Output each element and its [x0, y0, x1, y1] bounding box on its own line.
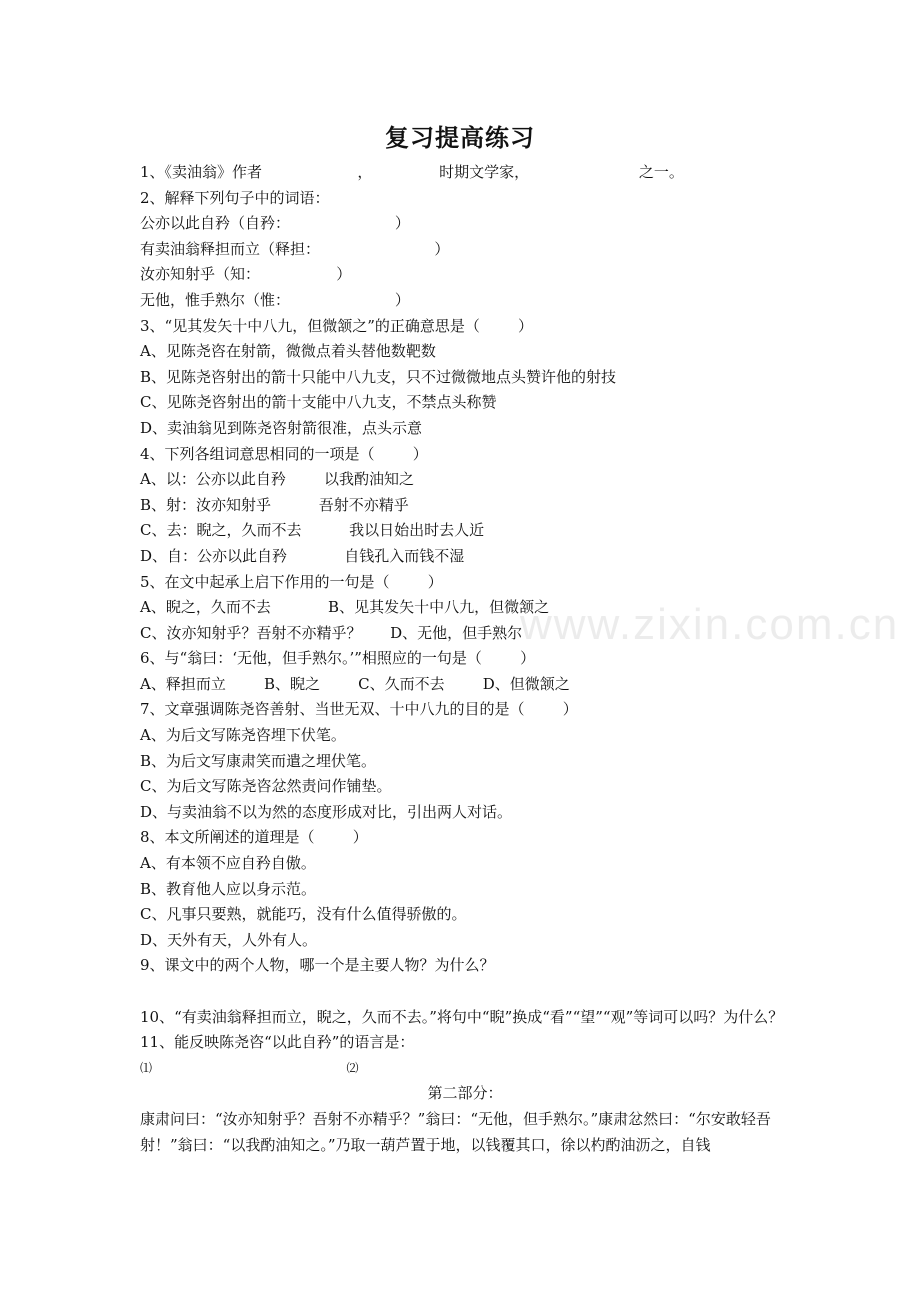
question-11-blanks: ⑴ ⑵	[140, 1060, 359, 1075]
question-2-item: 无他，惟手熟尔（惟： ）	[140, 290, 410, 309]
question-6: 6、与“翁曰：‘无他，但手熟尔。’”相照应的一句是（ ）	[140, 649, 536, 668]
option: C、去：睨之，久而不去 我以日始出时去人近	[140, 521, 485, 540]
question-11: 11、能反映陈尧咨“以此自矜”的语言是：	[140, 1033, 415, 1052]
option: D、与卖油翁不以为然的态度形成对比，引出两人对话。	[140, 802, 513, 821]
option: D、自：公亦以此自矜 自钱孔入而钱不湿	[140, 546, 465, 565]
question-3: 3、“见其发矢十中八九，但微颔之”的正确意思是（ ）	[140, 316, 534, 335]
question-5: 5、在文中起承上启下作用的一句是（ ）	[140, 572, 443, 591]
question-2-item: 汝亦知射乎（知： ）	[140, 265, 352, 284]
watermark: www.zixin.com.cn	[520, 600, 900, 649]
option: A、睨之，久而不去 B、见其发矢十中八九，但微颔之	[140, 598, 550, 617]
option: A、为后文写陈尧咨埋下伏笔。	[140, 726, 346, 745]
option: A、释担而立 B、睨之 C、久而不去 D、但微颔之	[140, 674, 570, 693]
question-10: 10、“有卖油翁释担而立，睨之，久而不去。”将句中“睨”换成“看”“望”“观”等词可以吗？为什么？	[140, 1007, 784, 1026]
option: B、教育他人应以身示范。	[140, 879, 317, 898]
question-9: 9、课文中的两个人物，哪一个是主要人物？为什么？	[140, 956, 495, 975]
option: C、为后文写陈尧咨忿然责问作铺垫。	[140, 777, 392, 796]
option: B、射：汝亦知射乎 吾射不亦精乎	[140, 495, 409, 514]
answer-space	[140, 979, 790, 1005]
page-title: 复习提高练习	[385, 124, 535, 152]
question-2-item: 公亦以此自矜（自矜： ）	[140, 214, 410, 233]
option: D、天外有天，人外有人。	[140, 930, 318, 949]
option: A、有本领不应自矜自傲。	[140, 854, 316, 873]
exercise-body	[140, 160, 790, 1158]
question-8: 8、本文所阐述的道理是（ ）	[140, 828, 368, 847]
question-2: 2、解释下列句子中的词语：	[140, 188, 330, 207]
question-4: 4、下列各组词意思相同的一项是（ ）	[140, 444, 428, 463]
option: A、见陈尧咨在射箭，微微点着头替他数靶数	[140, 342, 436, 361]
question-2-item: 有卖油翁释担而立（释担： ）	[140, 239, 450, 258]
part-2-passage: 康肃问曰：“汝亦知射乎？吾射不亦精乎？”翁曰：“无他，但手熟尔。”康肃忿然曰：“尔安敢轻吾射！”翁曰：“以我酌油知之。”乃取一葫芦置于地，以钱覆其口，徐以杓酌油沥之，自钱	[140, 1109, 771, 1154]
option: C、汝亦知射乎？吾射不亦精乎？ D、无他，但手熟尔	[140, 623, 523, 642]
option: C、见陈尧咨射出的箭十支能中八九支，不禁点头称赞	[140, 393, 497, 412]
option: D、卖油翁见到陈尧咨射箭很准，点头示意	[140, 418, 423, 437]
question-1: 1、《卖油翁》作者 ， 时期文学家， 之一。	[140, 163, 684, 181]
option: A、以：公亦以此自矜 以我酌油知之	[140, 470, 414, 489]
option: B、为后文写康肃笑而遣之埋伏笔。	[140, 751, 377, 770]
part-2-heading: 第二部分：	[427, 1084, 503, 1103]
option: C、凡事只要熟，就能巧，没有什么值得骄傲的。	[140, 905, 467, 924]
option: B、见陈尧咨射出的箭十只能中八九支，只不过微微地点头赞许他的射技	[140, 367, 617, 386]
question-7: 7、文章强调陈尧咨善射、当世无双、十中八九的目的是（ ）	[140, 700, 578, 719]
